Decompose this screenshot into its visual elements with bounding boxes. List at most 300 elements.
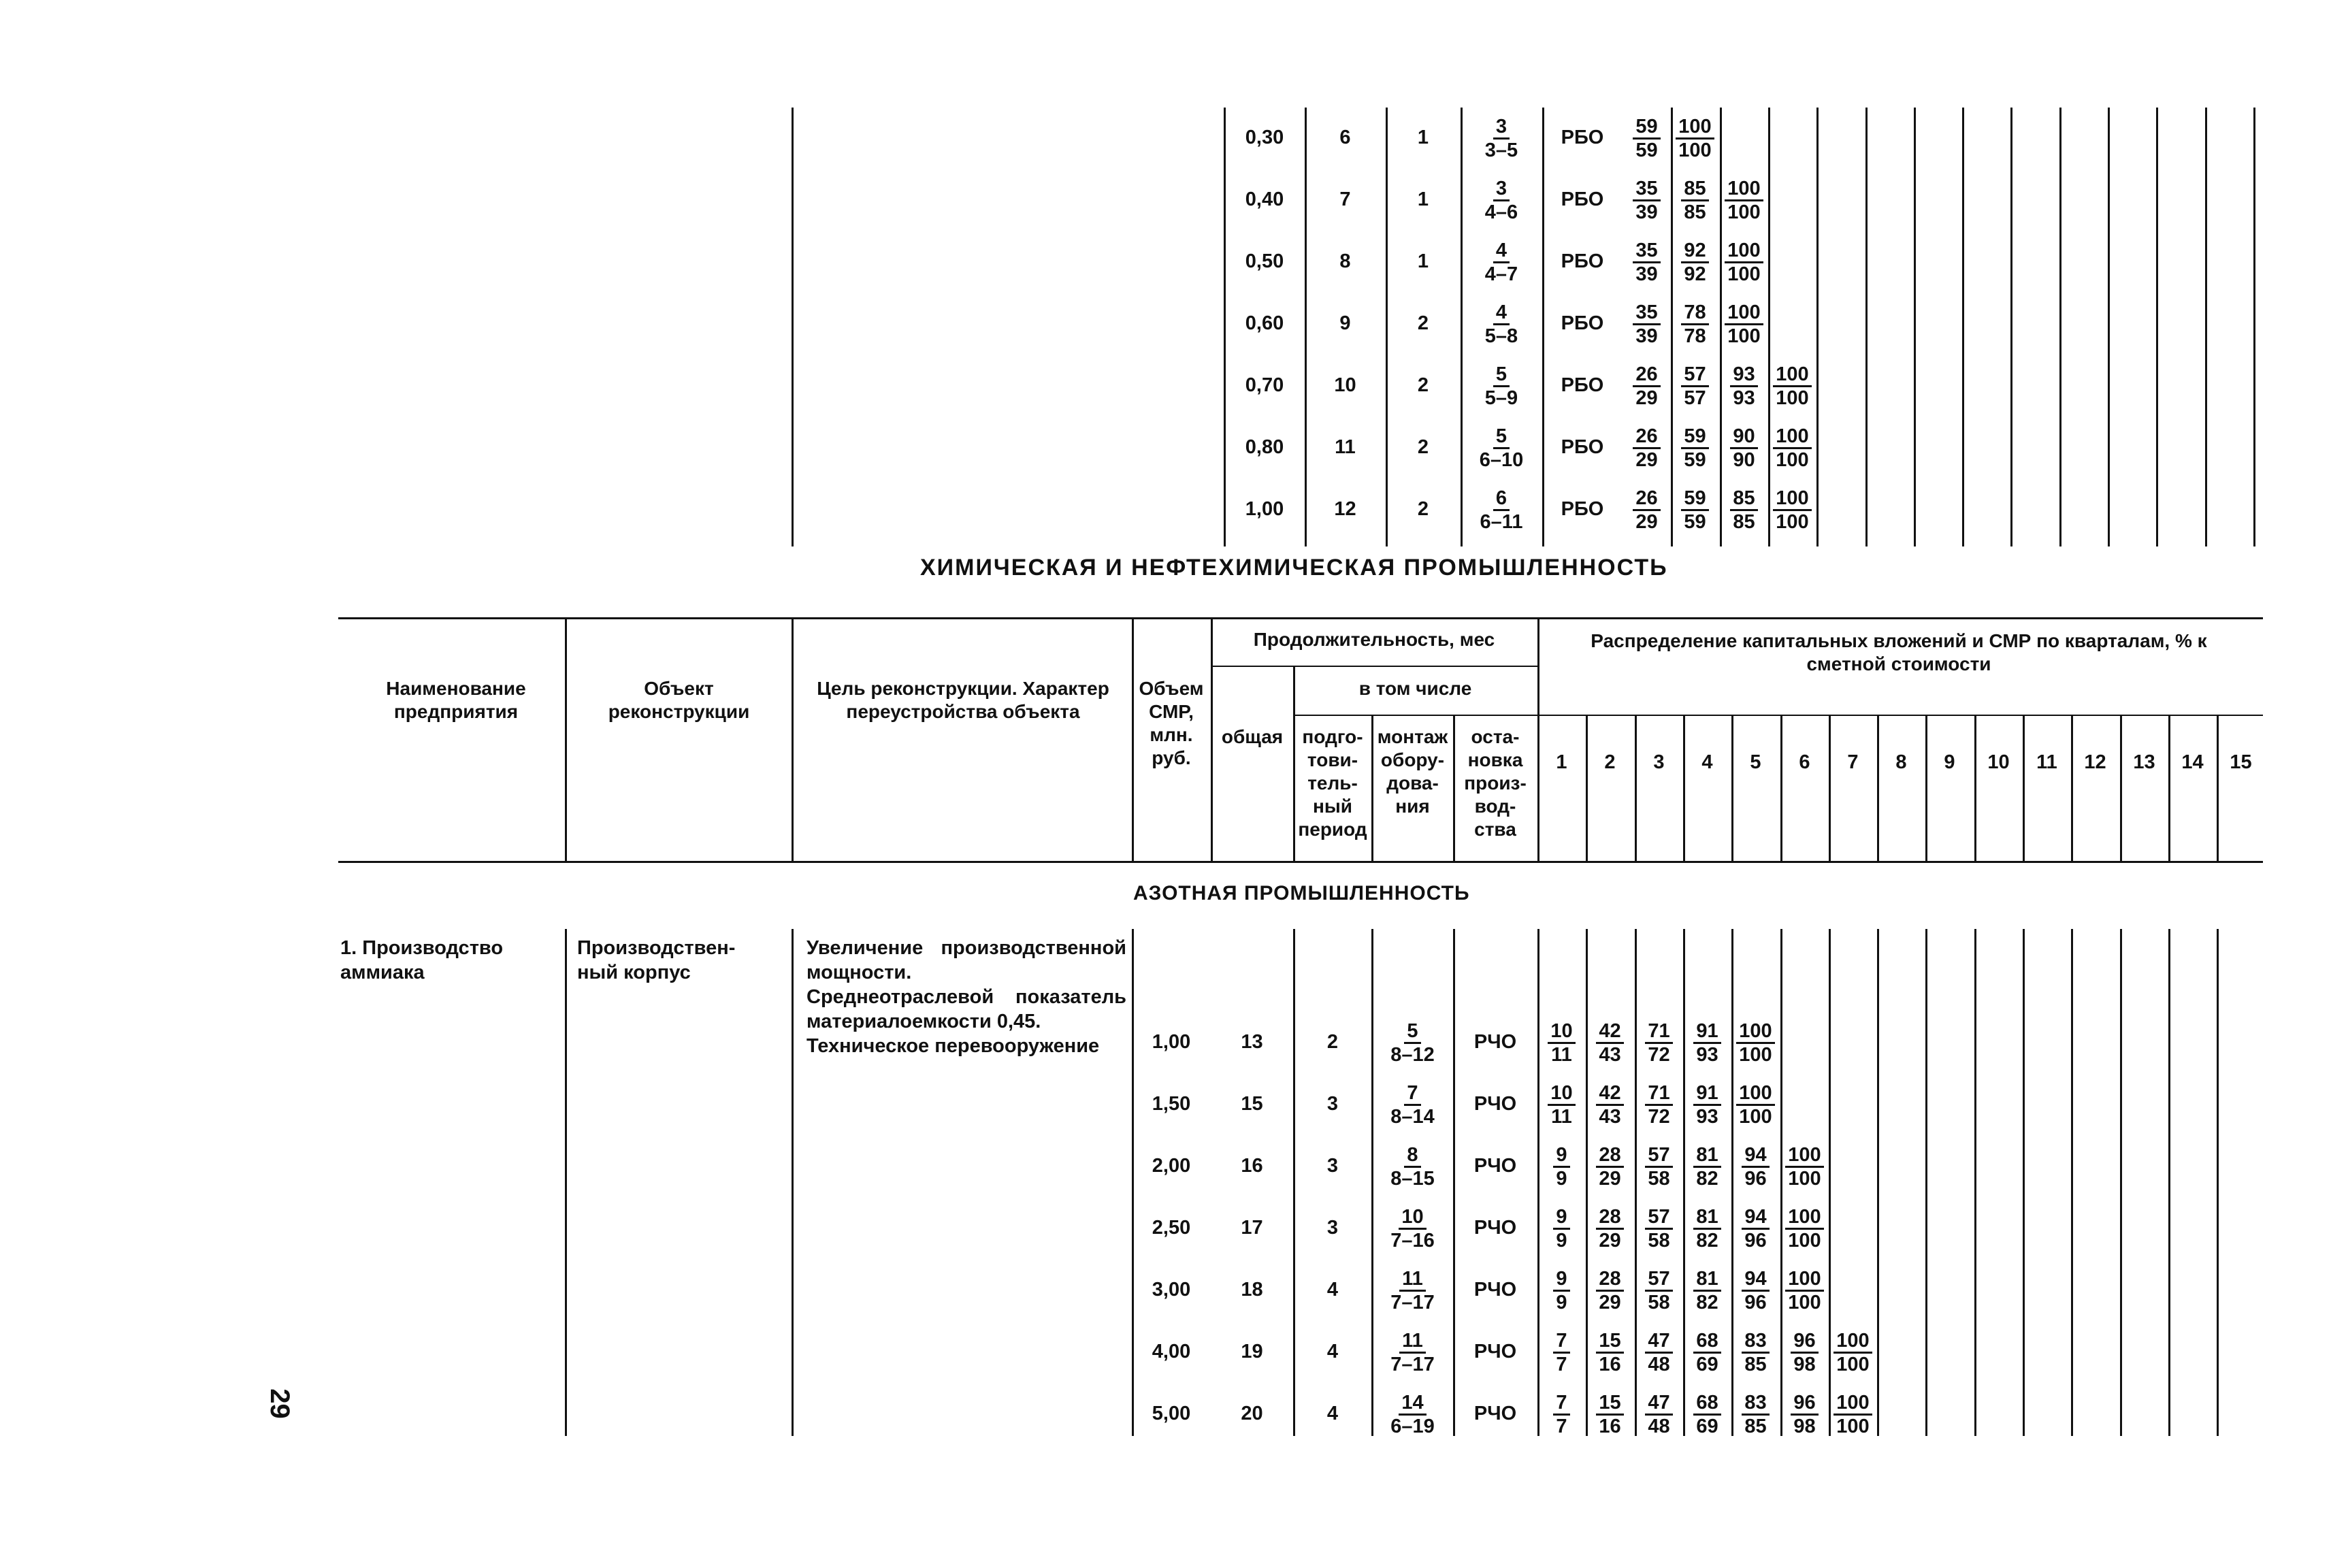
row-total-duration: 9 [1339, 312, 1351, 334]
row-quarter-value [1685, 1020, 1729, 1066]
quarter-capital-percent: 28 [1596, 1268, 1623, 1292]
quarter-capital-percent: 100 [1773, 363, 1811, 387]
top-divider-volume [1224, 108, 1226, 546]
row-install-fraction [1463, 178, 1539, 223]
hdr-duration: Продолжительность, мес [1253, 629, 1495, 650]
quarter-smr-percent: 9 [1556, 1168, 1567, 1190]
row-quarter-value [1625, 116, 1669, 161]
row-quarter-value [1733, 1020, 1778, 1066]
quarter-capital-percent: 47 [1645, 1392, 1672, 1416]
body-quarter-divider [1877, 929, 1879, 1436]
quarter-capital-percent: 81 [1693, 1206, 1721, 1230]
quarter-capital-percent: 10 [1548, 1082, 1575, 1106]
quarter-capital-percent: 93 [1730, 363, 1757, 387]
row-total-duration: 13 [1241, 1031, 1263, 1053]
row-stop-stage: РБО [1561, 127, 1604, 148]
row-quarter-value [1637, 1392, 1681, 1437]
quarter-smr-percent: 43 [1599, 1106, 1621, 1128]
row-volume: 1,00 [1245, 498, 1284, 520]
row-quarter-value [1637, 1330, 1681, 1375]
fraction-numerator: 8 [1404, 1144, 1420, 1168]
row-volume: 0,80 [1245, 436, 1284, 458]
quarter-capital-percent: 100 [1725, 301, 1763, 325]
entry-goal-line: Среднеотраслевой показатель материалоемкости 0,45. [806, 986, 1126, 1032]
row-quarter-value [1625, 178, 1669, 223]
row-prep-period: 4 [1326, 1279, 1339, 1301]
top-quarter-divider [1865, 108, 1868, 546]
row-quarter-value [1539, 1020, 1584, 1066]
quarter-smr-percent: 100 [1727, 263, 1761, 285]
hdr-quarter-divider [1780, 715, 1782, 861]
hdr-volume: Объем СМР, млн. руб. [1139, 678, 1204, 768]
quarter-smr-percent: 39 [1635, 325, 1658, 347]
row-volume: 4,00 [1152, 1341, 1191, 1362]
quarter-capital-percent: 9 [1553, 1144, 1569, 1168]
row-quarter-value [1539, 1392, 1584, 1437]
row-quarter-value [1673, 363, 1717, 409]
row-quarter-value [1588, 1392, 1632, 1437]
quarter-smr-percent: 72 [1648, 1106, 1670, 1128]
quarter-smr-percent: 78 [1684, 325, 1706, 347]
quarter-smr-percent: 43 [1599, 1044, 1621, 1066]
row-quarter-value [1588, 1144, 1632, 1190]
quarter-smr-percent: 82 [1696, 1230, 1718, 1252]
quarter-smr-percent: 100 [1788, 1168, 1821, 1190]
quarter-capital-percent: 100 [1725, 240, 1763, 263]
row-stop-stage: РЧО [1473, 1279, 1517, 1301]
quarter-smr-percent: 11 [1551, 1106, 1572, 1128]
top-quarter-divider [2059, 108, 2061, 546]
fraction-denominator: 5–9 [1484, 387, 1518, 409]
hdr-quarter-divider [1877, 715, 1879, 861]
hdr-quarter-divider [1683, 715, 1685, 861]
fraction-numerator: 3 [1493, 178, 1510, 201]
quarter-smr-percent: 48 [1648, 1354, 1670, 1375]
hdr-quarter-number: 10 [1987, 751, 2010, 773]
quarter-smr-percent: 59 [1684, 511, 1706, 533]
row-quarter-value [1673, 487, 1717, 533]
row-quarter-value [1722, 487, 1766, 533]
hdr-quarter-divider [1925, 715, 1927, 861]
row-total-duration: 11 [1335, 436, 1356, 458]
row-quarter-value [1831, 1330, 1875, 1375]
fraction-numerator: 7 [1404, 1082, 1420, 1106]
row-prep-period: 2 [1417, 498, 1429, 520]
quarter-capital-percent: 42 [1596, 1082, 1623, 1106]
quarter-smr-percent: 96 [1744, 1292, 1767, 1313]
quarter-smr-percent: 93 [1696, 1044, 1718, 1066]
top-quarter-divider [2156, 108, 2158, 546]
quarter-capital-percent: 78 [1681, 301, 1708, 325]
header-including-rule [1293, 715, 1537, 716]
quarter-smr-percent: 85 [1744, 1416, 1767, 1437]
fraction-numerator: 10 [1399, 1206, 1426, 1230]
row-quarter-value [1625, 363, 1669, 409]
quarter-capital-percent: 42 [1596, 1020, 1623, 1044]
row-volume: 1,50 [1152, 1093, 1191, 1115]
row-quarter-value [1539, 1330, 1584, 1375]
row-stop-stage: РБО [1561, 436, 1604, 458]
quarter-capital-percent: 71 [1645, 1082, 1672, 1106]
row-install-fraction [1373, 1268, 1452, 1313]
row-quarter-value [1673, 301, 1717, 347]
quarter-smr-percent: 100 [1678, 140, 1712, 161]
row-quarter-value [1588, 1268, 1632, 1313]
row-quarter-value [1685, 1082, 1729, 1128]
row-quarter-value [1770, 425, 1814, 471]
subsection-title: АЗОТНАЯ ПРОМЫШЛЕННОСТЬ [1133, 882, 1470, 904]
row-stop-stage: РБО [1561, 498, 1604, 520]
quarter-capital-percent: 100 [1676, 116, 1714, 140]
top-quarter-divider [2010, 108, 2012, 546]
row-quarter-value [1722, 240, 1766, 285]
quarter-smr-percent: 7 [1556, 1354, 1567, 1375]
quarter-capital-percent: 100 [1785, 1144, 1823, 1168]
fraction-denominator: 7–17 [1390, 1292, 1435, 1313]
row-quarter-value [1782, 1206, 1827, 1252]
quarter-capital-percent: 26 [1633, 425, 1660, 449]
top-divider-goal [792, 108, 794, 546]
row-quarter-value [1733, 1392, 1778, 1437]
fraction-denominator: 8–14 [1390, 1106, 1435, 1128]
top-divider-stop [1542, 108, 1544, 546]
quarter-capital-percent: 59 [1681, 425, 1708, 449]
quarter-smr-percent: 96 [1744, 1168, 1767, 1190]
quarter-smr-percent: 9 [1556, 1230, 1567, 1252]
row-quarter-value [1588, 1206, 1632, 1252]
quarter-capital-percent: 96 [1791, 1330, 1818, 1354]
quarter-capital-percent: 9 [1553, 1268, 1569, 1292]
row-quarter-value [1782, 1330, 1827, 1375]
quarter-capital-percent: 57 [1645, 1268, 1672, 1292]
row-prep-period: 1 [1417, 127, 1429, 148]
top-quarter-divider [1962, 108, 1964, 546]
row-quarter-value [1588, 1330, 1632, 1375]
quarter-capital-percent: 100 [1725, 178, 1763, 201]
row-quarter-value [1625, 301, 1669, 347]
row-quarter-value [1722, 363, 1766, 409]
row-stop-stage: РБО [1561, 250, 1604, 272]
quarter-capital-percent: 28 [1596, 1206, 1623, 1230]
hdr-div-8 [1537, 617, 1539, 861]
body-quarter-divider [2071, 929, 2073, 1436]
row-total-duration: 20 [1241, 1403, 1263, 1424]
row-quarter-value [1831, 1392, 1875, 1437]
row-quarter-value [1539, 1082, 1584, 1128]
row-install-fraction [1463, 425, 1539, 471]
row-prep-period: 2 [1326, 1031, 1339, 1053]
quarter-smr-percent: 96 [1744, 1230, 1767, 1252]
quarter-smr-percent: 29 [1599, 1168, 1621, 1190]
row-quarter-value [1770, 487, 1814, 533]
entry-goal-line: Увеличение производственной мощности. [806, 937, 1126, 983]
row-quarter-value [1588, 1082, 1632, 1128]
quarter-smr-percent: 93 [1733, 387, 1755, 409]
quarter-capital-percent: 15 [1596, 1330, 1623, 1354]
row-install-fraction [1463, 116, 1539, 161]
fraction-denominator: 3–5 [1484, 140, 1518, 161]
row-volume: 3,00 [1152, 1279, 1191, 1301]
fraction-numerator: 14 [1399, 1392, 1426, 1416]
row-total-duration: 7 [1339, 189, 1351, 210]
quarter-smr-percent: 59 [1684, 449, 1706, 471]
row-quarter-value [1673, 240, 1717, 285]
row-quarter-value [1733, 1268, 1778, 1313]
body-quarter-divider [2120, 929, 2122, 1436]
body-quarter-divider [2023, 929, 2025, 1436]
row-volume: 0,50 [1245, 250, 1284, 272]
top-quarter-divider [1768, 108, 1770, 546]
row-install-fraction [1463, 487, 1539, 533]
entry-object: Производствен- ный корпус [577, 937, 736, 983]
fraction-denominator: 6–10 [1479, 449, 1524, 471]
row-install-fraction [1463, 301, 1539, 347]
row-total-duration: 8 [1339, 250, 1351, 272]
hdr-quarter-number: 2 [1604, 751, 1616, 773]
quarter-capital-percent: 59 [1633, 116, 1660, 140]
row-stop-stage: РЧО [1473, 1093, 1517, 1115]
quarter-capital-percent: 35 [1633, 301, 1660, 325]
quarter-smr-percent: 92 [1684, 263, 1706, 285]
header-top-rule [338, 617, 2263, 619]
hdr-total: общая [1221, 726, 1284, 747]
quarter-smr-percent: 29 [1635, 449, 1658, 471]
hdr-quarter-divider [2023, 715, 2025, 861]
row-quarter-value [1673, 425, 1717, 471]
row-install-fraction [1373, 1020, 1452, 1066]
hdr-quarter-divider [2217, 715, 2219, 861]
fraction-numerator: 5 [1493, 363, 1510, 387]
quarter-smr-percent: 85 [1744, 1354, 1767, 1375]
row-volume: 2,00 [1152, 1155, 1191, 1177]
row-stop-stage: РЧО [1473, 1031, 1517, 1053]
hdr-quarter-divider [2071, 715, 2073, 861]
section-title: ХИМИЧЕСКАЯ И НЕФТЕХИМИЧЕСКАЯ ПРОМЫШЛЕННОСТЬ [920, 555, 1668, 581]
top-quarter-divider [2253, 108, 2255, 546]
quarter-capital-percent: 96 [1791, 1392, 1818, 1416]
quarter-capital-percent: 100 [1833, 1330, 1872, 1354]
quarter-capital-percent: 100 [1736, 1020, 1774, 1044]
row-quarter-value [1782, 1392, 1827, 1437]
quarter-capital-percent: 81 [1693, 1144, 1721, 1168]
quarter-smr-percent: 11 [1551, 1044, 1572, 1066]
quarter-smr-percent: 58 [1648, 1292, 1670, 1313]
quarter-capital-percent: 100 [1833, 1392, 1872, 1416]
row-quarter-value [1685, 1330, 1729, 1375]
quarter-smr-percent: 48 [1648, 1416, 1670, 1437]
fraction-denominator: 8–12 [1390, 1044, 1435, 1066]
quarter-smr-percent: 100 [1776, 449, 1809, 471]
hdr-quarter-number: 9 [1944, 751, 1955, 773]
quarter-capital-percent: 85 [1681, 178, 1708, 201]
row-quarter-value [1782, 1268, 1827, 1313]
row-prep-period: 4 [1326, 1341, 1339, 1362]
row-quarter-value [1685, 1392, 1729, 1437]
row-total-duration: 12 [1334, 498, 1356, 520]
row-quarter-value [1782, 1144, 1827, 1190]
fraction-numerator: 11 [1399, 1330, 1426, 1354]
hdr-install: монтаж обору- дова- ния [1377, 726, 1448, 817]
hdr-quarter-divider [2120, 715, 2122, 861]
row-quarter-value [1637, 1082, 1681, 1128]
row-prep-period: 2 [1417, 312, 1429, 334]
hdr-enterprise: Наименование предприятия [386, 678, 526, 722]
fraction-denominator: 4–6 [1484, 201, 1518, 223]
quarter-capital-percent: 100 [1773, 487, 1811, 511]
fraction-numerator: 6 [1493, 487, 1510, 511]
quarter-smr-percent: 100 [1836, 1416, 1870, 1437]
row-prep-period: 2 [1417, 436, 1429, 458]
entry-goal [806, 936, 1126, 1058]
top-quarter-divider [2108, 108, 2110, 546]
fraction-numerator: 3 [1493, 116, 1510, 140]
body-div-2 [792, 929, 794, 1436]
row-prep-period: 3 [1326, 1093, 1339, 1115]
quarter-smr-percent: 9 [1556, 1292, 1567, 1313]
row-volume: 0,40 [1245, 189, 1284, 210]
quarter-capital-percent: 47 [1645, 1330, 1672, 1354]
quarter-capital-percent: 28 [1596, 1144, 1623, 1168]
quarter-capital-percent: 68 [1693, 1392, 1721, 1416]
body-quarter-divider [1974, 929, 1976, 1436]
quarter-smr-percent: 29 [1635, 387, 1658, 409]
quarter-capital-percent: 91 [1693, 1020, 1721, 1044]
quarter-smr-percent: 16 [1599, 1416, 1621, 1437]
row-quarter-value [1722, 178, 1766, 223]
quarter-capital-percent: 59 [1681, 487, 1708, 511]
quarter-smr-percent: 39 [1635, 201, 1658, 223]
hdr-div-1 [565, 617, 567, 861]
quarter-capital-percent: 10 [1548, 1020, 1575, 1044]
quarter-capital-percent: 57 [1645, 1144, 1672, 1168]
row-prep-period: 1 [1417, 250, 1429, 272]
row-total-duration: 17 [1241, 1217, 1263, 1239]
top-quarter-divider [2205, 108, 2207, 546]
quarter-smr-percent: 57 [1684, 387, 1706, 409]
row-install-fraction [1373, 1330, 1452, 1375]
fraction-numerator: 4 [1493, 301, 1510, 325]
row-install-fraction [1463, 240, 1539, 285]
quarter-capital-percent: 35 [1633, 240, 1660, 263]
fraction-denominator: 7–17 [1390, 1354, 1435, 1375]
row-quarter-value [1625, 487, 1669, 533]
quarter-smr-percent: 100 [1727, 201, 1761, 223]
row-volume: 0,30 [1245, 127, 1284, 148]
hdr-quarter-divider [2168, 715, 2170, 861]
row-quarter-value [1733, 1206, 1778, 1252]
row-quarter-value [1733, 1330, 1778, 1375]
hdr-quarter-number: 3 [1653, 751, 1665, 773]
hdr-quarter-divider [1829, 715, 1831, 861]
quarter-smr-percent: 29 [1599, 1230, 1621, 1252]
quarter-smr-percent: 93 [1696, 1106, 1718, 1128]
quarter-smr-percent: 72 [1648, 1044, 1670, 1066]
quarter-smr-percent: 58 [1648, 1230, 1670, 1252]
quarter-smr-percent: 7 [1556, 1416, 1567, 1437]
hdr-quarter-number: 4 [1701, 751, 1713, 773]
quarter-capital-percent: 100 [1785, 1206, 1823, 1230]
row-quarter-value [1770, 363, 1814, 409]
quarter-capital-percent: 57 [1645, 1206, 1672, 1230]
quarter-smr-percent: 58 [1648, 1168, 1670, 1190]
quarter-capital-percent: 94 [1742, 1268, 1769, 1292]
entry-enterprise: 1. Производство аммиака [340, 937, 504, 983]
quarter-smr-percent: 16 [1599, 1354, 1621, 1375]
quarter-capital-percent: 92 [1681, 240, 1708, 263]
row-stop-stage: РЧО [1473, 1341, 1517, 1362]
header-duration-rule [1211, 666, 1537, 667]
quarter-smr-percent: 82 [1696, 1292, 1718, 1313]
row-quarter-value [1673, 178, 1717, 223]
fraction-denominator: 5–8 [1484, 325, 1518, 347]
fraction-numerator: 11 [1399, 1268, 1426, 1292]
row-quarter-value [1637, 1144, 1681, 1190]
row-quarter-value [1673, 116, 1717, 161]
row-quarter-value [1625, 240, 1669, 285]
quarter-smr-percent: 100 [1776, 387, 1809, 409]
row-quarter-value [1637, 1020, 1681, 1066]
row-install-fraction [1373, 1392, 1452, 1437]
hdr-quarter-number: 11 [2036, 751, 2057, 773]
quarter-capital-percent: 94 [1742, 1144, 1769, 1168]
row-prep-period: 2 [1417, 374, 1429, 396]
quarter-smr-percent: 85 [1684, 201, 1706, 223]
quarter-smr-percent: 82 [1696, 1168, 1718, 1190]
row-quarter-value [1637, 1268, 1681, 1313]
fraction-numerator: 5 [1404, 1020, 1420, 1044]
row-stop-stage: РБО [1561, 189, 1604, 210]
top-divider-install [1461, 108, 1463, 546]
row-quarter-value [1539, 1144, 1584, 1190]
quarter-smr-percent: 98 [1793, 1416, 1816, 1437]
quarter-smr-percent: 100 [1788, 1292, 1821, 1313]
quarter-capital-percent: 90 [1730, 425, 1757, 449]
fraction-denominator: 7–16 [1390, 1230, 1435, 1252]
fraction-numerator: 4 [1493, 240, 1510, 263]
quarter-capital-percent: 81 [1693, 1268, 1721, 1292]
body-quarter-divider [1925, 929, 1927, 1436]
quarter-smr-percent: 100 [1739, 1106, 1772, 1128]
row-total-duration: 19 [1241, 1341, 1263, 1362]
row-quarter-value [1733, 1144, 1778, 1190]
body-div-1 [565, 929, 567, 1436]
quarter-capital-percent: 83 [1742, 1330, 1769, 1354]
quarter-capital-percent: 94 [1742, 1206, 1769, 1230]
quarter-capital-percent: 9 [1553, 1206, 1569, 1230]
row-stop-stage: РБО [1561, 374, 1604, 396]
top-quarter-divider [1914, 108, 1916, 546]
quarter-capital-percent: 26 [1633, 363, 1660, 387]
row-stop-stage: РБО [1561, 312, 1604, 334]
row-prep-period: 3 [1326, 1217, 1339, 1239]
row-total-duration: 10 [1334, 374, 1356, 396]
entry-goal-line: Техническое перевооружение [806, 1035, 1100, 1057]
row-prep-period: 4 [1326, 1403, 1339, 1424]
hdr-quarter-number: 15 [2230, 751, 2252, 773]
row-quarter-value [1722, 425, 1766, 471]
hdr-quarter-divider [1635, 715, 1637, 861]
hdr-prep: подго- тови- тель- ный период [1298, 726, 1367, 840]
row-volume: 5,00 [1152, 1403, 1191, 1424]
hdr-quarter-number: 7 [1847, 751, 1859, 773]
hdr-quarter-number: 8 [1895, 751, 1907, 773]
row-volume: 0,60 [1245, 312, 1284, 334]
hdr-quarter-number: 1 [1556, 751, 1567, 773]
hdr-div-2 [792, 617, 794, 861]
quarter-capital-percent: 85 [1730, 487, 1757, 511]
hdr-object: Объект реконструкции [608, 678, 750, 722]
quarter-smr-percent: 85 [1733, 511, 1755, 533]
